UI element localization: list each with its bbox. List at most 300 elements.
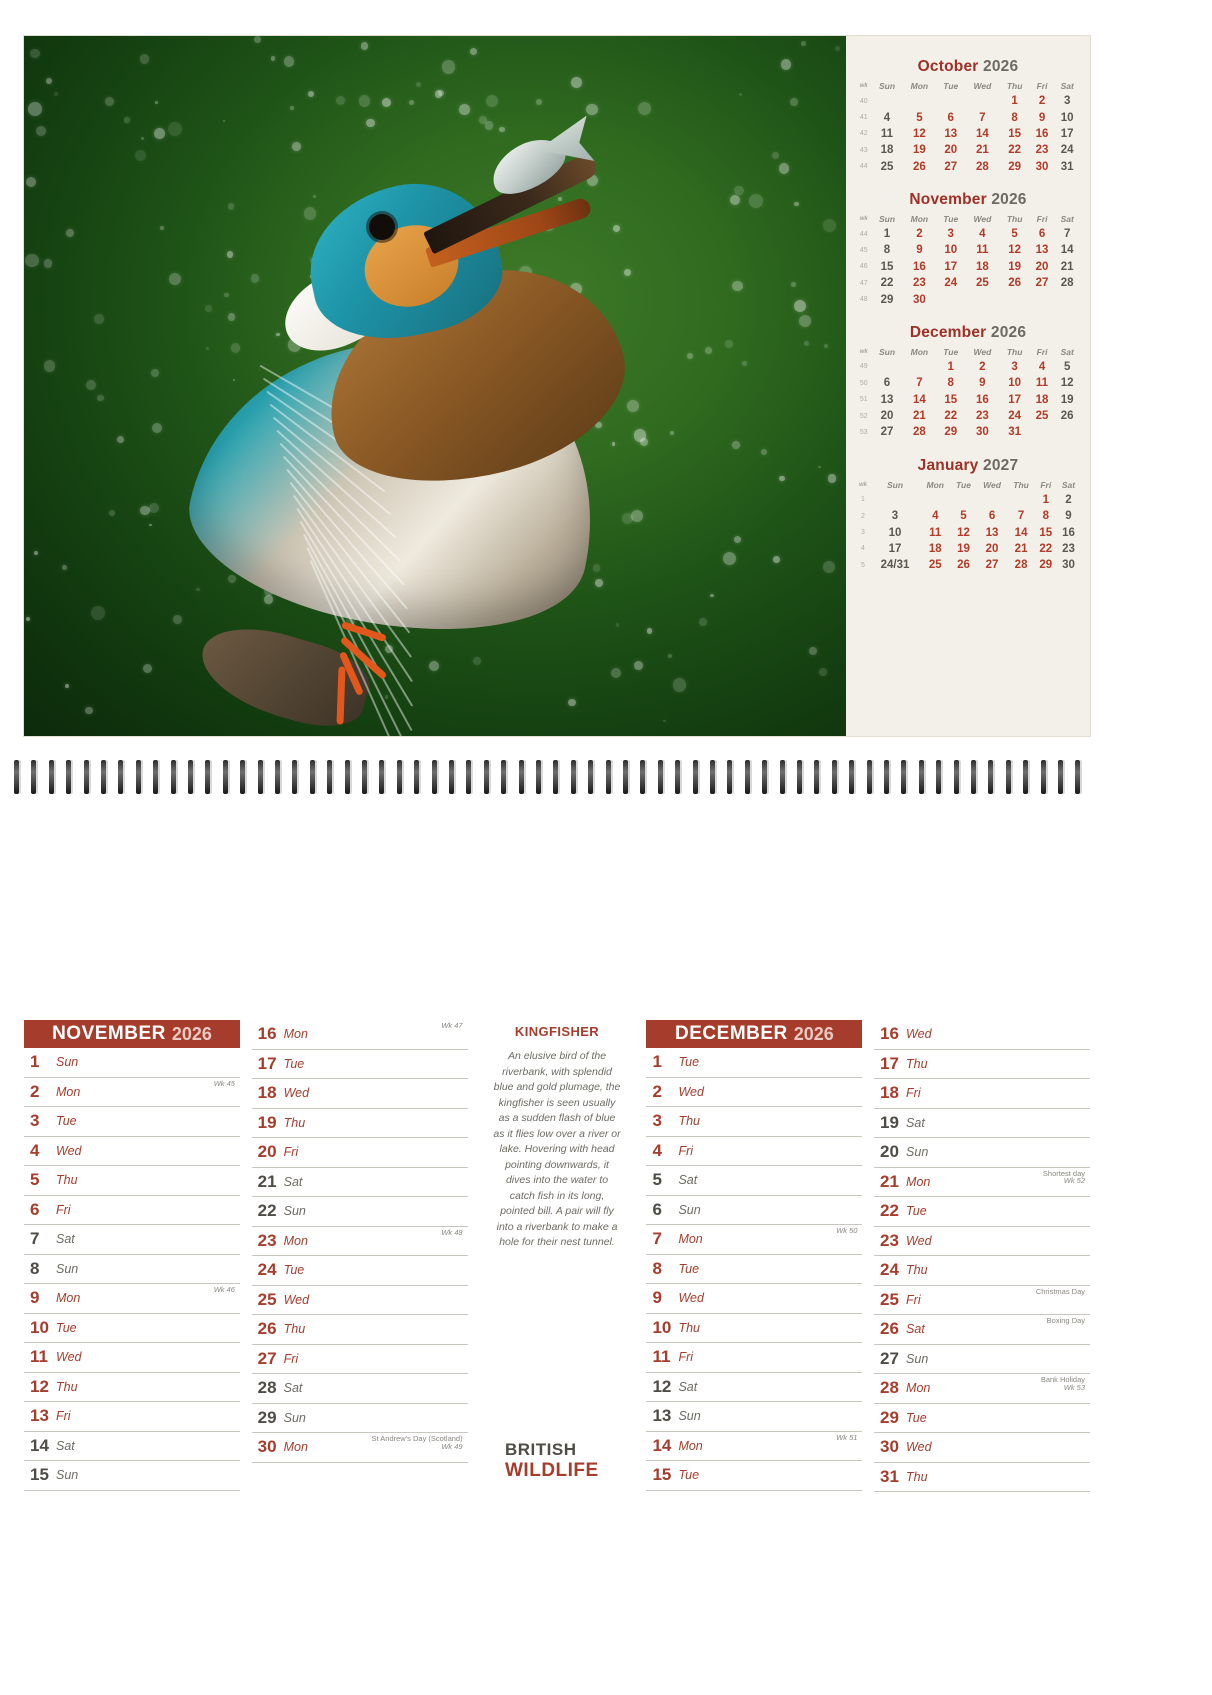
mini-calendar-day: 7 [1063, 228, 1071, 241]
mini-calendar-day: 26 [1060, 410, 1074, 423]
december-day-row[interactable] [646, 1343, 862, 1373]
water-droplet [168, 122, 182, 136]
november-day-row[interactable] [252, 1168, 468, 1198]
mini-calendar-day [871, 359, 902, 375]
day-name: Sat [906, 1322, 925, 1337]
mini-calendar-day: 7 [916, 377, 923, 390]
water-droplet [647, 628, 652, 633]
spiral-coil [936, 760, 941, 794]
calendar-top-page [24, 36, 1090, 736]
day-number: 15 [652, 1465, 672, 1485]
mini-calendar-day [936, 291, 965, 307]
water-droplet [228, 203, 234, 209]
weekday-header: Tue [956, 479, 971, 490]
mini-calendar-october [856, 58, 1080, 175]
spiral-coil [588, 760, 593, 794]
november-day-row[interactable] [24, 1225, 240, 1255]
day-number: 20 [257, 1142, 277, 1162]
november-day-row[interactable] [24, 1461, 240, 1491]
day-week-number: Wk 46 [213, 1285, 235, 1294]
mini-calendar-day: 19 [912, 144, 926, 157]
november-day-row[interactable] [24, 1196, 240, 1226]
november-day-row[interactable] [252, 1286, 468, 1316]
water-droplet [251, 274, 259, 282]
water-droplet [308, 91, 314, 97]
mini-calendar-day: 3 [891, 510, 899, 523]
mini-calendar-day: 3 [947, 228, 954, 241]
water-droplet [438, 90, 444, 96]
day-number: 13 [652, 1406, 672, 1426]
december-day-row[interactable] [874, 1374, 1090, 1404]
mini-calendar-day [950, 492, 976, 508]
weekday-header: Fri [1036, 213, 1048, 224]
day-number: 22 [880, 1201, 899, 1221]
mini-calendar-day: 15 [1008, 127, 1021, 140]
day-notes [836, 1227, 857, 1235]
mini-calendar-day [1000, 291, 1030, 307]
day-name: Mon [283, 1233, 308, 1248]
water-droplet [835, 46, 841, 52]
day-number: 5 [652, 1170, 662, 1190]
day-number: 31 [880, 1466, 899, 1486]
spiral-coil [797, 760, 802, 794]
november-day-row[interactable] [24, 1343, 240, 1373]
december-day-row[interactable] [646, 1255, 862, 1285]
december-day-row[interactable] [874, 1168, 1090, 1198]
mini-calendar-day: 2 [1065, 493, 1072, 506]
december-day-row[interactable] [646, 1166, 862, 1196]
november-day-row[interactable] [252, 1374, 468, 1404]
spiral-coil [867, 760, 872, 794]
november-day-row[interactable] [252, 1433, 468, 1463]
mini-calendar-table [856, 80, 1080, 175]
water-droplet [290, 106, 293, 109]
day-number: 10 [652, 1317, 672, 1337]
mini-calendar-day [870, 492, 920, 508]
december-day-row[interactable] [646, 1373, 862, 1403]
day-name: Fri [906, 1086, 921, 1101]
december-day-row[interactable] [874, 1286, 1090, 1316]
mini-calendar-week-row [856, 93, 1080, 109]
water-droplet [105, 97, 114, 106]
caught-fish [479, 114, 589, 224]
water-droplet [486, 95, 499, 108]
weekday-header: Wed [973, 213, 992, 224]
water-droplet [149, 524, 151, 526]
water-droplet [143, 664, 153, 674]
day-week-number: Wk 48 [441, 1227, 463, 1237]
water-droplet [173, 615, 182, 624]
november-day-row[interactable] [24, 1402, 240, 1432]
mini-calendar-day: 9 [1038, 111, 1046, 124]
mini-calendar-day: 14 [912, 393, 926, 406]
spiral-coil [449, 760, 454, 794]
day-number: 19 [257, 1112, 277, 1132]
mini-calendar-day: 25 [880, 160, 894, 173]
mini-calendar-day: 31 [1008, 426, 1021, 439]
column-gap [862, 1020, 874, 1540]
spiral-coil [727, 760, 732, 794]
water-droplet [46, 78, 52, 84]
day-name: Wed [906, 1233, 932, 1248]
week-number: 53 [859, 428, 868, 436]
water-droplet [616, 623, 620, 627]
december-day-row[interactable] [874, 1404, 1090, 1434]
spiral-coil [780, 760, 785, 794]
mini-calendar-day: 4 [883, 111, 891, 124]
day-name: Mon [678, 1438, 703, 1453]
spiral-coil [136, 760, 141, 794]
spiral-coil [223, 760, 228, 794]
water-droplet [638, 102, 651, 115]
mini-calendar-day: 13 [985, 526, 999, 539]
mini-calendar-day: 19 [1060, 393, 1074, 406]
mini-calendar-day: 18 [928, 542, 942, 555]
december-day-row[interactable] [874, 1020, 1090, 1050]
mini-calendar-day: 10 [1060, 111, 1074, 124]
november-day-row[interactable] [24, 1137, 240, 1167]
november-day-row[interactable] [24, 1255, 240, 1285]
november-day-row[interactable] [24, 1432, 240, 1462]
day-number: 18 [257, 1083, 277, 1103]
november-day-row[interactable] [252, 1404, 468, 1434]
spiral-coil [658, 760, 663, 794]
november-day-row[interactable] [24, 1078, 240, 1108]
water-droplet [91, 606, 105, 620]
mini-calendar-day: 26 [912, 160, 926, 173]
mini-calendar-day: 11 [1035, 377, 1049, 390]
december-day-row[interactable] [646, 1314, 862, 1344]
water-droplet [824, 344, 828, 348]
water-droplet [699, 618, 707, 626]
day-name: Sun [56, 1468, 79, 1483]
december-month-header [646, 1020, 862, 1048]
water-droplet [779, 163, 789, 173]
mini-calendar-day: 8 [947, 377, 954, 390]
water-droplet [459, 104, 469, 114]
december-day-row[interactable] [646, 1137, 862, 1167]
week-number: 44 [859, 230, 868, 238]
november-day-row[interactable] [252, 1079, 468, 1109]
december-day-row[interactable] [646, 1078, 862, 1108]
brand-logo [505, 1440, 599, 1482]
day-number: 28 [257, 1378, 277, 1398]
mini-calendar-day: 22 [1039, 542, 1053, 555]
spiral-coil [1023, 760, 1028, 794]
water-droplet [781, 59, 792, 70]
mini-calendar-day: 9 [979, 377, 986, 390]
day-number: 25 [257, 1289, 277, 1309]
spiral-coil [101, 760, 106, 794]
water-droplet [117, 436, 124, 443]
december-day-row[interactable] [874, 1315, 1090, 1345]
bird-eye [369, 214, 395, 240]
mini-calendar-day: 8 [1011, 111, 1018, 124]
day-number: 9 [652, 1288, 662, 1308]
column-gap [468, 1020, 480, 1540]
day-name: Fri [283, 1145, 299, 1160]
day-name: Mon [906, 1381, 931, 1396]
mini-calendar-day: 5 [916, 111, 923, 124]
week-number: 50 [859, 379, 868, 387]
mini-calendar-week-row [856, 359, 1080, 375]
water-droplet [725, 340, 732, 347]
day-notes [1041, 1376, 1085, 1392]
water-droplet [169, 273, 181, 285]
mini-calendar-day: 6 [883, 377, 891, 390]
water-droplet [595, 579, 603, 587]
day-name: Sun [906, 1145, 929, 1160]
day-number: 9 [30, 1288, 40, 1308]
mini-calendar-day: 18 [880, 144, 894, 157]
water-droplet [819, 668, 827, 676]
mini-calendar-week-row [856, 159, 1080, 175]
day-number: 21 [880, 1171, 899, 1191]
mini-calendar-day: 17 [944, 260, 958, 273]
december-day-row[interactable] [874, 1345, 1090, 1375]
november-day-row[interactable] [252, 1050, 468, 1080]
november-day-row[interactable] [252, 1020, 468, 1050]
day-name: Sat [283, 1381, 303, 1396]
mini-calendar-week-row [856, 275, 1080, 291]
mini-calendar-day: 29 [1008, 160, 1021, 173]
water-droplet [382, 98, 391, 107]
spiral-coil [31, 760, 36, 794]
december-day-row[interactable] [646, 1432, 862, 1462]
november-day-row[interactable] [24, 1284, 240, 1314]
mini-calendar-day: 10 [944, 244, 958, 257]
water-droplet [823, 219, 837, 233]
december-day-row[interactable] [646, 1284, 862, 1314]
december-day-row[interactable] [874, 1109, 1090, 1139]
day-name: Tue [906, 1410, 927, 1425]
water-droplet [624, 269, 631, 276]
mini-calendar-day [977, 492, 1008, 508]
november-day-row[interactable] [24, 1373, 240, 1403]
water-droplet [28, 102, 42, 116]
november-day-row[interactable] [24, 1166, 240, 1196]
mini-calendar-day: 10 [888, 526, 902, 539]
week-number: 40 [859, 97, 868, 105]
mini-calendar-day: 28 [1060, 277, 1074, 290]
mini-calendar-week-row [856, 508, 1080, 524]
column-gap [240, 1020, 252, 1540]
mini-calendar-day: 14 [1060, 244, 1074, 257]
december-day-row[interactable] [874, 1256, 1090, 1286]
water-droplet [361, 42, 369, 50]
day-name: Sun [678, 1202, 701, 1217]
december-day-row[interactable] [874, 1079, 1090, 1109]
november-day-row[interactable] [252, 1109, 468, 1139]
mini-calendar-day: 30 [1035, 160, 1049, 173]
weekday-header: Wed [973, 81, 992, 91]
mini-calendar-day: 13 [944, 127, 958, 140]
water-droplet [149, 503, 159, 513]
mini-calendar-day: 7 [979, 111, 986, 124]
mini-calendar-day: 29 [944, 426, 958, 439]
week-col-header: wk [859, 348, 868, 355]
day-number: 17 [257, 1053, 277, 1073]
spiral-coil [345, 760, 350, 794]
december-day-row[interactable] [646, 1461, 862, 1491]
day-name: Wed [678, 1084, 704, 1099]
mini-calendar-week-row [856, 375, 1080, 391]
mini-calendar-day: 11 [976, 244, 989, 257]
spiral-coil [379, 760, 384, 794]
day-notes [372, 1435, 463, 1451]
mini-calendar-november [856, 191, 1080, 308]
day-name: Sun [283, 1410, 306, 1425]
mini-calendar-day: 23 [1062, 542, 1075, 555]
day-week-number: Wk 47 [441, 1021, 463, 1030]
november-day-row[interactable] [24, 1107, 240, 1137]
mini-calendar-title: January 2027 [917, 456, 1019, 474]
day-week-number: Wk 53 [1063, 1382, 1086, 1392]
mini-calendar-day: 12 [1060, 377, 1074, 390]
week-col-header: wk [859, 215, 868, 222]
november-day-row[interactable] [252, 1256, 468, 1286]
spiral-coil [258, 760, 263, 794]
water-droplet [254, 36, 261, 43]
water-droplet [94, 314, 103, 323]
mini-calendar-day: 6 [947, 111, 954, 124]
water-droplet [224, 293, 229, 298]
december-day-row[interactable] [874, 1227, 1090, 1257]
december-day-row[interactable] [646, 1402, 862, 1432]
mini-calendar-day [1054, 424, 1080, 440]
water-droplet [151, 369, 159, 377]
december-day-row[interactable] [646, 1048, 862, 1078]
mini-calendar-day: 25 [1035, 410, 1049, 423]
november-day-row[interactable] [252, 1138, 468, 1168]
spiral-coil [536, 760, 541, 794]
day-name: Tue [56, 1114, 77, 1129]
weekday-header: Sun [886, 479, 904, 490]
day-number: 16 [880, 1024, 899, 1044]
water-droplet [304, 207, 317, 220]
mini-calendar-day: 30 [1062, 559, 1075, 572]
mini-calendar-day: 27 [1035, 277, 1049, 290]
water-droplet [790, 98, 798, 106]
water-droplet [155, 101, 158, 104]
mini-calendar-day: 24/31 [880, 559, 910, 572]
day-name: Thu [906, 1263, 928, 1278]
november-day-row[interactable] [24, 1314, 240, 1344]
december-day-row[interactable] [646, 1225, 862, 1255]
spiral-coil [1058, 760, 1063, 794]
mini-calendar-day: 6 [988, 510, 996, 523]
november-day-row[interactable] [24, 1048, 240, 1078]
day-name: Wed [56, 1143, 82, 1158]
mini-calendar-day: 16 [1035, 127, 1049, 140]
november-day-row[interactable] [252, 1197, 468, 1227]
mini-calendar-day [1008, 492, 1035, 508]
november-day-row[interactable] [252, 1315, 468, 1345]
day-week-number: Wk 49 [441, 1441, 463, 1451]
water-droplet [627, 400, 639, 412]
day-name: Fri [56, 1409, 71, 1424]
december-day-row[interactable] [874, 1138, 1090, 1168]
day-number: 7 [30, 1229, 40, 1249]
weekday-header: Thu [1006, 346, 1023, 357]
water-droplet [705, 347, 712, 354]
spiral-coil [693, 760, 698, 794]
spiral-coil [675, 760, 680, 794]
mini-calendar-day [936, 93, 965, 109]
day-number: 22 [257, 1201, 277, 1221]
mini-calendar-day: 17 [1060, 127, 1074, 140]
mini-calendar-day: 2 [1038, 95, 1046, 108]
week-number: 45 [859, 246, 868, 254]
spiral-coil [814, 760, 819, 794]
water-droplet [779, 476, 784, 481]
water-droplet [640, 438, 648, 446]
water-droplet [44, 259, 53, 268]
weekday-header: Sat [1060, 81, 1074, 91]
mini-calendar-day: 10 [1008, 377, 1021, 390]
mini-calendar-table [856, 213, 1080, 308]
mini-calendar-day: 12 [912, 127, 926, 140]
day-name: Thu [906, 1469, 928, 1484]
december-day-row[interactable] [874, 1463, 1090, 1493]
day-number: 1 [30, 1052, 40, 1072]
spiral-coil [762, 760, 767, 794]
day-number: 19 [880, 1112, 899, 1132]
week-number: 46 [859, 263, 868, 271]
day-number: 6 [652, 1199, 662, 1219]
water-droplet [828, 474, 837, 483]
spiral-coil [954, 760, 959, 794]
mini-calendar-week-row [856, 392, 1080, 408]
november-day-row[interactable] [252, 1227, 468, 1257]
december-day-row[interactable] [874, 1433, 1090, 1463]
weekday-header: Fri [1036, 346, 1048, 357]
water-droplet [227, 251, 234, 258]
mini-calendar-week-row [856, 408, 1080, 424]
spiral-coil [901, 760, 906, 794]
mini-calendar-day: 14 [1014, 526, 1028, 539]
weekday-header: Sat [1061, 479, 1076, 490]
mini-calendar-day: 19 [957, 542, 970, 555]
species-text: An elusive bird of the riverbank, with splendid blue and gold plumage, the kingfisher is seen usually as a sudden flash of blue as it flies low over a river or lake. Hovering with head pointing downwards, it dives into the water to catch fish in its long, pointed bill. A pair will fly into a riverbank to make a hole for their nest tunnel. [493, 1050, 621, 1249]
spiral-coil [188, 760, 193, 794]
november-day-row[interactable] [252, 1345, 468, 1375]
mini-calendar-table [856, 346, 1080, 441]
day-name: Sat [678, 1173, 698, 1188]
day-number: 1 [652, 1052, 662, 1072]
december-day-row[interactable] [874, 1050, 1090, 1080]
december-day-row[interactable] [646, 1196, 862, 1226]
water-droplet [739, 93, 742, 96]
water-droplet [152, 423, 162, 433]
weekday-header: Sat [1060, 346, 1074, 357]
day-number: 20 [880, 1142, 899, 1162]
mini-calendar-day [920, 492, 950, 508]
mini-calendar-day: 26 [957, 559, 970, 572]
mini-calendar-day [871, 93, 902, 109]
spiral-coil [501, 760, 506, 794]
day-name: Wed [283, 1086, 310, 1101]
mini-calendar-day: 9 [1065, 510, 1072, 523]
day-name: Thu [678, 1114, 700, 1129]
december-day-row[interactable] [874, 1197, 1090, 1227]
mini-calendar-day: 14 [975, 127, 989, 140]
december-day-row[interactable] [646, 1107, 862, 1137]
spiral-coil [397, 760, 402, 794]
day-number: 24 [257, 1260, 277, 1280]
week-number: 42 [859, 130, 868, 138]
mini-calendar-week-row [856, 126, 1080, 142]
